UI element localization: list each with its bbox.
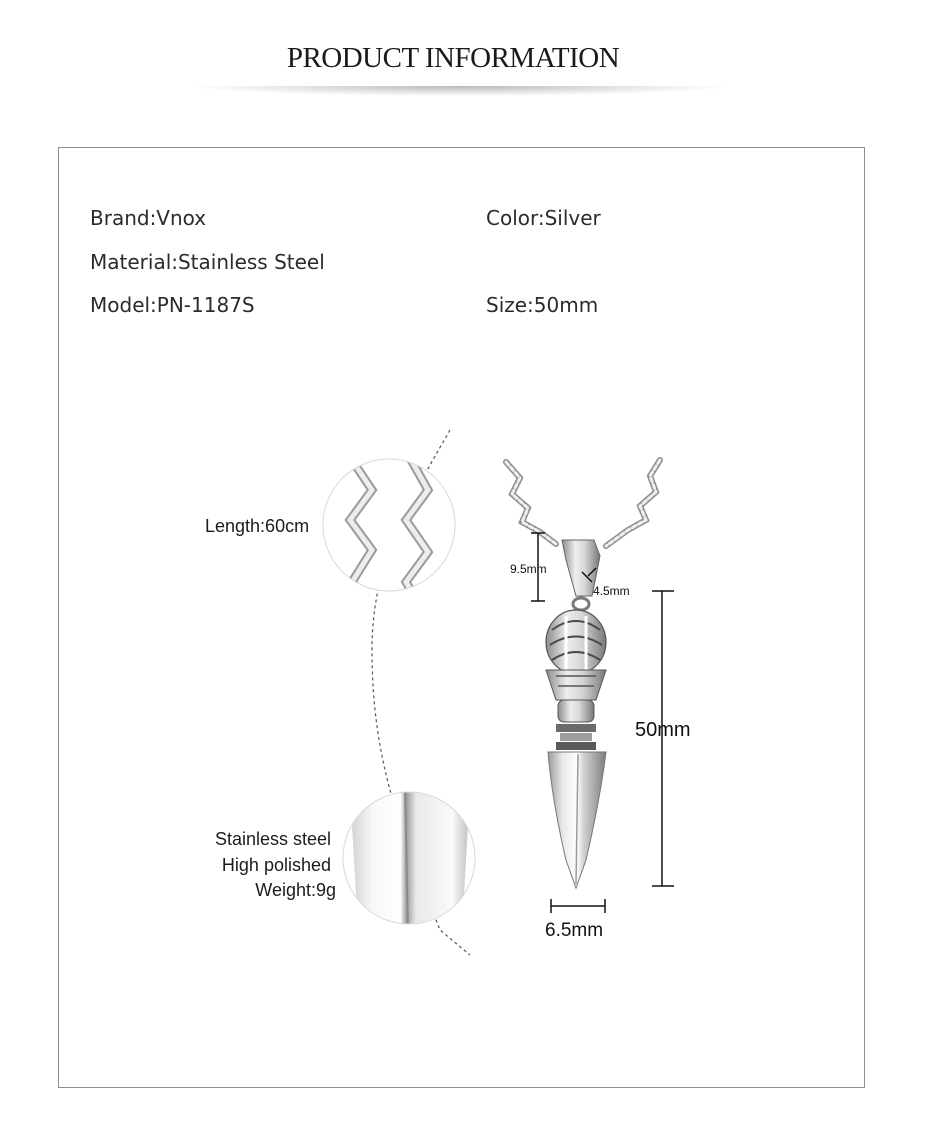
length-callout: Length:60cm	[205, 516, 310, 536]
pendant-height-label: 50mm	[635, 719, 691, 741]
color-spec: Color:Silver	[486, 206, 601, 230]
model-spec: Model:PN-1187S	[90, 293, 255, 317]
chain-closeup-circle	[323, 458, 455, 606]
brand-spec: Brand:Vnox	[90, 206, 207, 230]
bail-width-label: 4.5mm	[593, 584, 630, 598]
dimension-6-5mm-line	[551, 899, 605, 913]
page-title: PRODUCT INFORMATION	[286, 42, 620, 74]
pendant-width-label: 6.5mm	[545, 920, 604, 941]
weight-callout: Weight:9g	[255, 880, 336, 900]
material-callout-line1: Stainless steel	[214, 829, 331, 849]
material-callout-line2: High polished	[221, 855, 331, 875]
necklace-chain	[506, 460, 660, 546]
material-spec: Material:Stainless Steel	[90, 250, 325, 274]
polish-closeup-circle	[343, 790, 475, 930]
bail-height-label: 9.5mm	[510, 562, 547, 576]
size-spec: Size:50mm	[486, 293, 599, 317]
